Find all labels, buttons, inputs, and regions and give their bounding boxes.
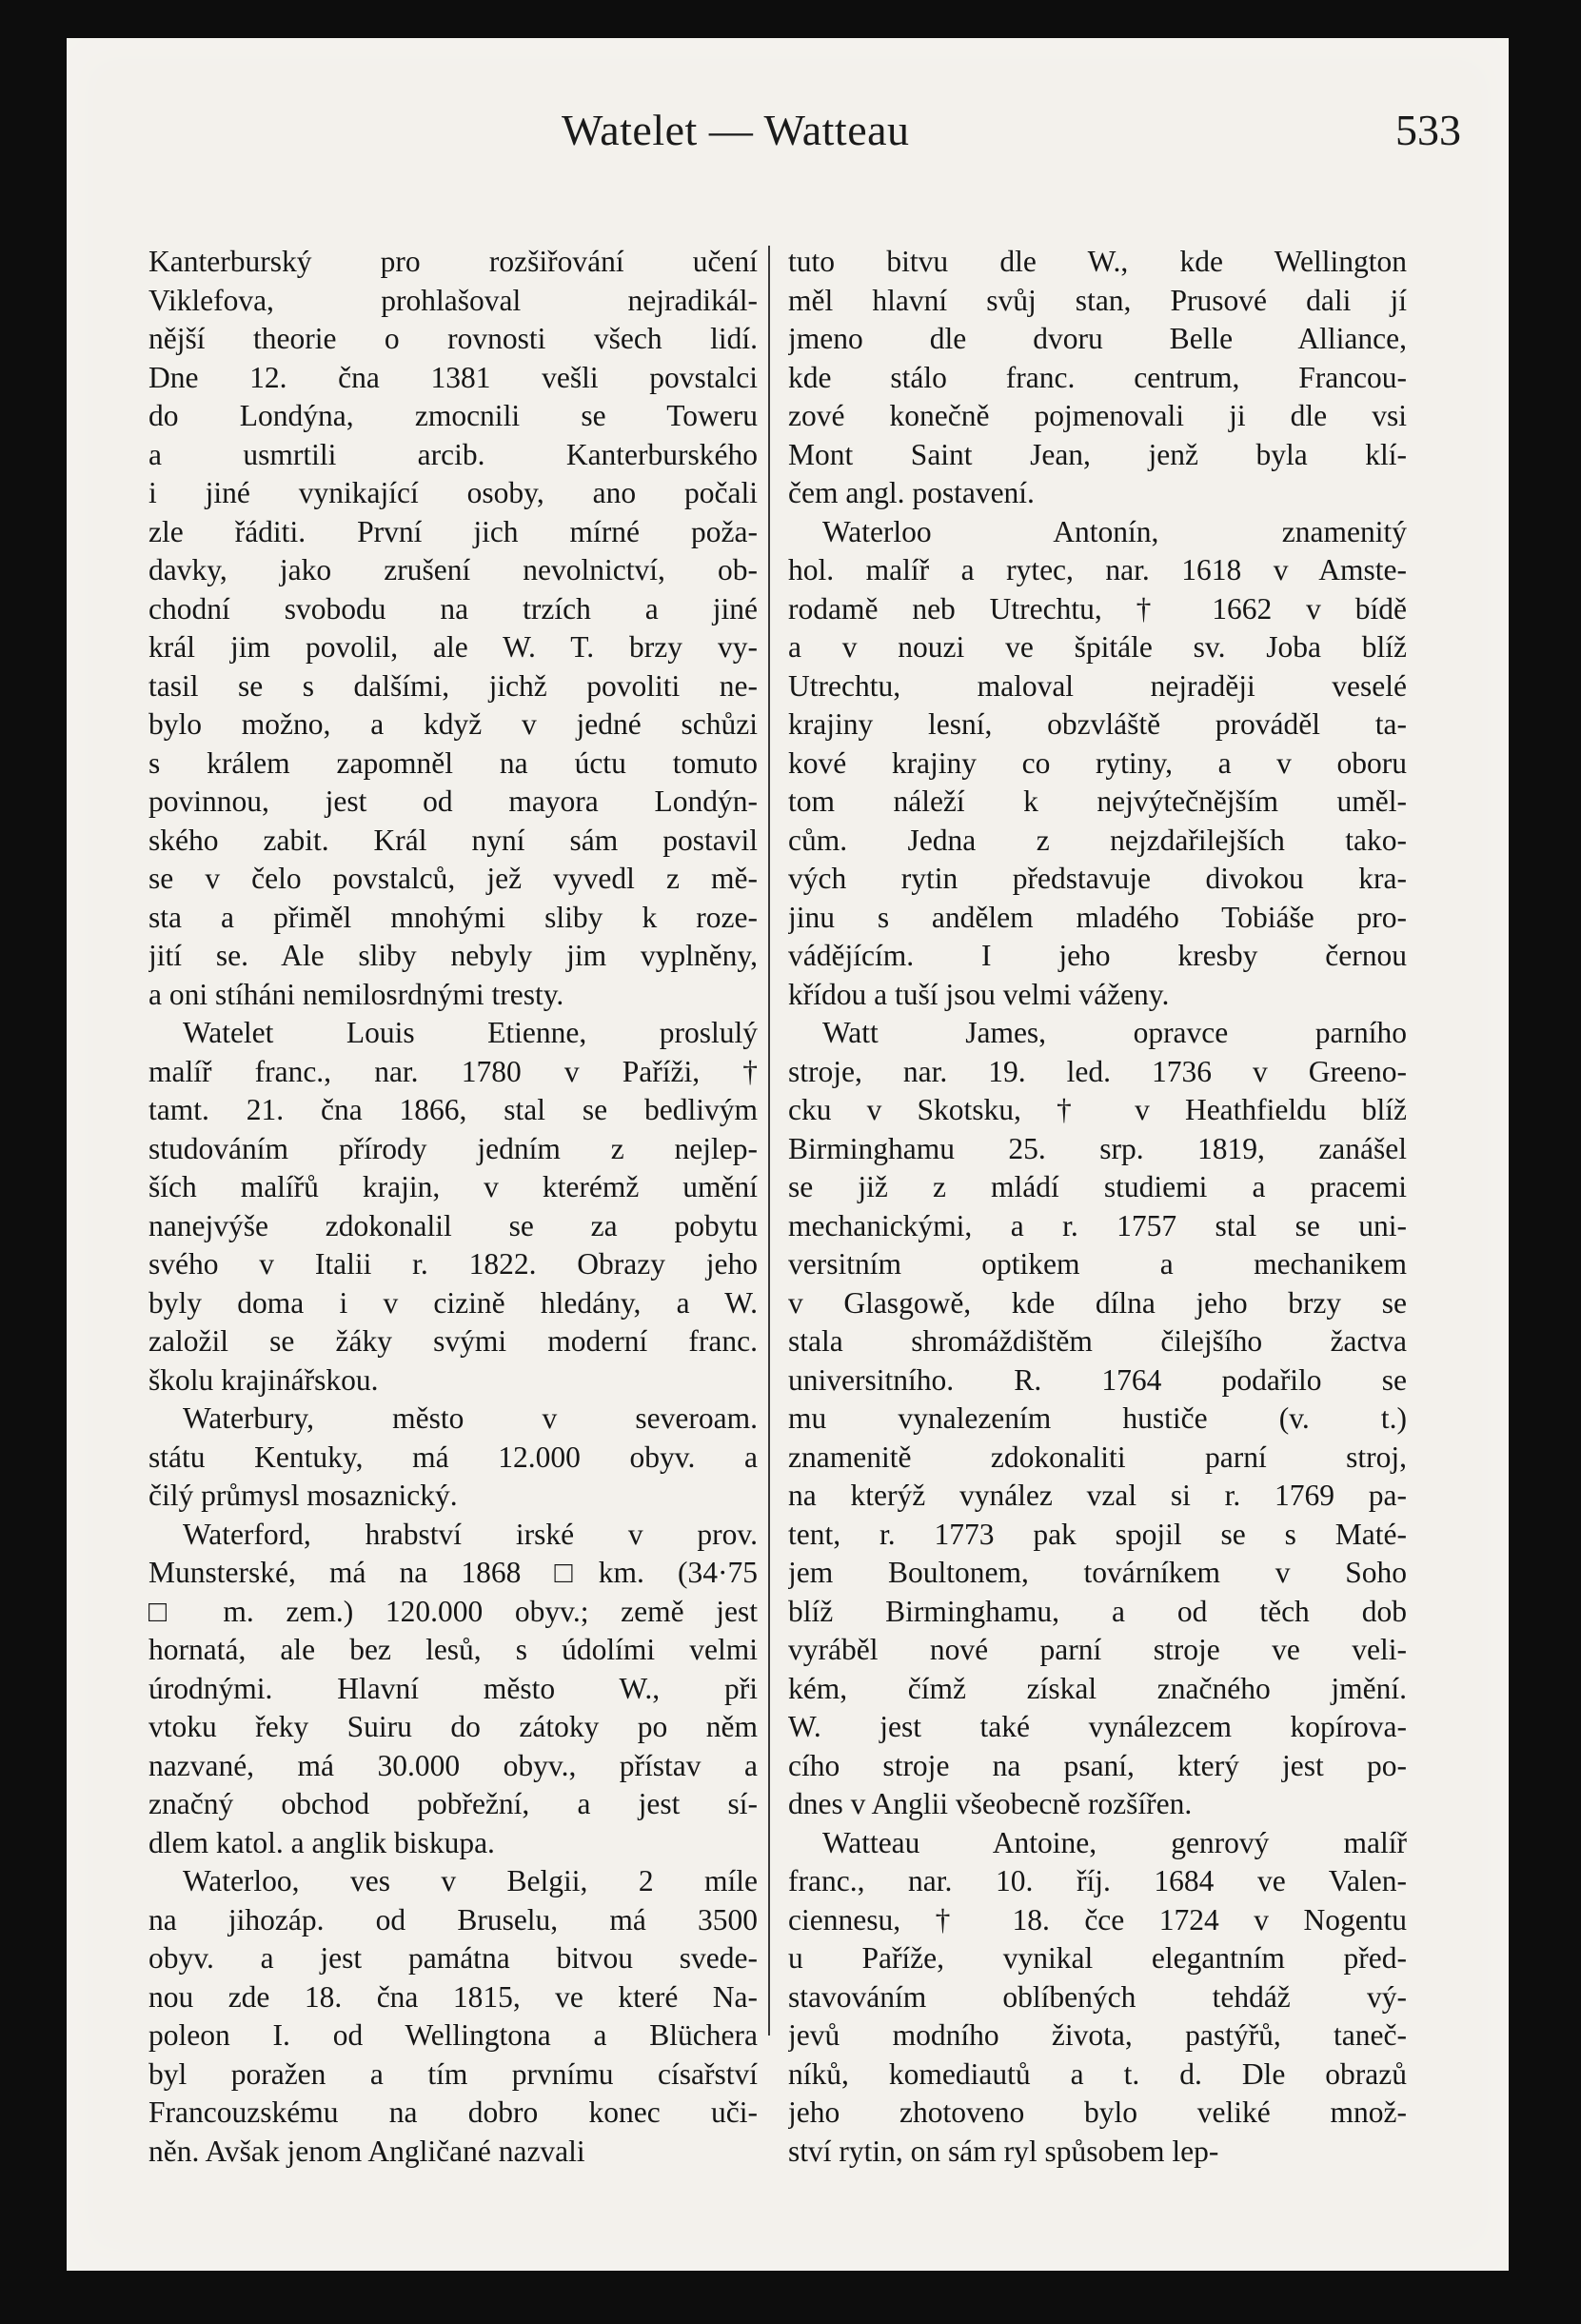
text-line: ství rytin, on sám ryl spůsobem lep-	[788, 2134, 1219, 2168]
text-line: dlem katol. a anglik biskupa.	[148, 1825, 495, 1859]
text-line: mu vynalezením hustiče (v. t.)	[788, 1401, 1407, 1435]
text-line: blíž Birminghamu, a od těch dob	[788, 1594, 1407, 1628]
text-line: níků, komediautů a t. d. Dle obrazů	[788, 2056, 1407, 2091]
text-line: Munsterské, má na 1868 □km. (34·75	[148, 1556, 758, 1589]
page-number: 533	[1395, 106, 1461, 154]
text-line: Francouzskému na dobro konec uči-	[148, 2096, 758, 2129]
text-line: kém, čímž získal značného jmění.	[788, 1671, 1407, 1705]
text-line: měl hlavní svůj stan, Prusové dali jí	[788, 283, 1407, 317]
text-line: nazvané, má 30.000 obyv., přístav a	[148, 1748, 758, 1782]
text-line: □ m. zem.) 120.000 obyv.; země jest	[148, 1594, 758, 1628]
text-line: W. jest také vynálezcem kopírova-	[788, 1710, 1407, 1743]
text-line: i jiné vynikající osoby, ano počali	[148, 476, 758, 509]
text-line: ších malířů krajin, v kterémž umění	[148, 1170, 758, 1203]
text-line: a usmrtili arcib. Kanterburského	[148, 437, 758, 471]
text-line: něn. Avšak jenom Angličané nazvali	[148, 2134, 585, 2168]
text-line: ciennesu, † 18. čce 1724 v Nogentu	[788, 1902, 1407, 1937]
text-line: Utrechtu, maloval nejraději veselé	[788, 668, 1407, 703]
text-line: vých rytin představuje divokou kra-	[788, 862, 1407, 895]
text-line: tom náleží k nejvýtečnějším uměl-	[788, 785, 1407, 818]
text-line: franc., nar. 10. říj. 1684 ve Valen-	[788, 1864, 1407, 1897]
text-line: cku v Skotsku, † v Heathfieldu blíž	[788, 1093, 1407, 1126]
text-line: školu krajinářskou.	[148, 1362, 379, 1397]
text-line: byl poražen a tím prvnímu císařství	[148, 2056, 758, 2091]
page-header	[67, 105, 1509, 171]
text-line: nou zde 18. čna 1815, ve které Na-	[148, 1979, 758, 2014]
text-line: sta a přiměl mnohými sliby k roze-	[148, 900, 758, 934]
text-line: kové krajiny co rytiny, a v oboru	[788, 745, 1407, 780]
text-line: jinu s andělem mladého Tobiáše pro-	[788, 900, 1407, 934]
text-line: chodní svobodu na trzích a jiné	[148, 591, 758, 626]
text-line: Watelet Louis Etienne, proslulý	[183, 1016, 758, 1049]
text-line: Waterbury, město v severoam.	[183, 1401, 758, 1435]
text-line: bylo možno, a když v jedné schůzi	[148, 707, 758, 741]
text-line: byly doma i v cizině hledány, a W.	[148, 1285, 758, 1320]
text-line: zové konečně pojmenovali ji dle vsi	[788, 399, 1407, 432]
text-line: znamenitě zdokonaliti parní stroj,	[788, 1440, 1407, 1474]
text-line: ského zabit. Král nyní sám postavil	[148, 823, 758, 857]
text-line: Viklefova, prohlašoval nejradikál-	[148, 283, 758, 317]
text-line: dnes v Anglii všeobecně rozšířen.	[788, 1787, 1193, 1820]
text-line: tent, r. 1773 pak spojil se s Maté-	[788, 1517, 1407, 1551]
text-line: povinnou, jest od mayora Londýn-	[148, 785, 758, 818]
text-line: poleon I. od Wellingtona a Blüchera	[148, 2018, 758, 2052]
text-line: státu Kentuky, má 12.000 obyv. a	[148, 1440, 758, 1474]
text-line: cího stroje na psaní, který jest po-	[788, 1748, 1407, 1782]
left-column	[148, 243, 758, 2171]
text-line: nější theorie o rovnosti všech lidí.	[148, 322, 758, 355]
text-line: tuto bitvu dle W., kde Wellington	[788, 245, 1407, 278]
text-line: s králem zapomněl na úctu tomuto	[148, 745, 758, 780]
text-line: krajiny lesní, obzvláště prováděl ta-	[788, 707, 1407, 741]
text-line: vyráběl nové parní stroje ve veli-	[788, 1633, 1407, 1666]
right-column	[788, 243, 1407, 2171]
text-line: úrodnými. Hlavní město W., při	[148, 1671, 758, 1705]
text-line: jmeno dle dvoru Belle Alliance,	[788, 322, 1407, 355]
text-line: vádějícím. I jeho kresby černou	[788, 939, 1407, 972]
text-line: v Glasgowě, kde dílna jeho brzy se	[788, 1285, 1407, 1320]
text-line: vtoku řeky Suiru do zátoky po něm	[148, 1710, 758, 1743]
text-line: na kterýž vynález vzal si r. 1769 pa-	[788, 1479, 1407, 1512]
text-line: nanejvýše zdokonalil se za pobytu	[148, 1208, 758, 1242]
text-line: Mont Saint Jean, jenž byla klí-	[788, 437, 1407, 471]
text-line: jití se. Ale sliby nebyly jim vyplněny,	[148, 939, 758, 972]
text-line: Waterloo, ves v Belgii, 2 míle	[183, 1864, 758, 1897]
text-line: do Londýna, zmocnili se Toweru	[148, 399, 758, 432]
text-line: zle řáditi. První jich mírné poža-	[148, 514, 758, 548]
text-line: u Paříže, vynikal elegantním před-	[788, 1941, 1407, 1975]
text-line: Watt James, opravce parního	[822, 1016, 1407, 1049]
text-line: Kanterburský pro rozšiřování učení	[148, 245, 758, 278]
text-line: Dne 12. čna 1381 vešli povstalci	[148, 360, 758, 394]
text-line: kde stálo franc. centrum, Francou-	[788, 360, 1407, 394]
text-line: Birminghamu 25. srp. 1819, zanášel	[788, 1131, 1407, 1165]
text-line: stala shromáždištěm čilejšího žactva	[788, 1324, 1407, 1358]
text-line: tamt. 21. čna 1866, stal se bedlivým	[148, 1093, 758, 1126]
text-line: král jim povolil, ale W. T. brzy vy-	[148, 630, 758, 664]
text-line: jem Boultonem, továrníkem v Soho	[788, 1556, 1407, 1589]
text-line: stavováním oblíbených tehdáž vý-	[788, 1979, 1407, 2014]
text-line: se již z mládí studiemi a pracemi	[788, 1170, 1407, 1203]
text-line: hol. malíř a rytec, nar. 1618 v Amste-	[788, 553, 1407, 586]
text-line: mechanickými, a r. 1757 stal se uni-	[788, 1208, 1407, 1242]
text-line: tasil se s dalšími, jichž povoliti ne-	[148, 668, 758, 703]
book-page	[67, 38, 1509, 2271]
text-line: a oni stíháni nemilosrdnými tresty.	[148, 977, 564, 1011]
text-line: obyv. a jest památna bitvou svede-	[148, 1941, 758, 1975]
text-line: Watteau Antoine, genrový malíř	[822, 1825, 1407, 1859]
text-line: versitním optikem a mechanikem	[788, 1247, 1407, 1281]
text-line: založil se žáky svými moderní franc.	[148, 1324, 758, 1358]
text-line: jevů modního života, pastýřů, taneč-	[788, 2018, 1407, 2052]
text-line: studováním přírody jedním z nejlep-	[148, 1131, 758, 1165]
text-line: svého v Italii r. 1822. Obrazy jeho	[148, 1247, 758, 1281]
text-line: universitního. R. 1764 podařilo se	[788, 1362, 1407, 1397]
text-line: křídou a tuší jsou velmi váženy.	[788, 977, 1170, 1011]
text-line: se v čelo povstalců, jež vyvedl z mě-	[148, 862, 758, 895]
running-title: Watelet — Watteau	[562, 106, 910, 154]
text-line: Waterford, hrabství irské v prov.	[183, 1517, 758, 1551]
text-line: jeho zhotoveno bylo veliké množ-	[788, 2096, 1407, 2129]
text-line: na jihozáp. od Bruselu, má 3500	[148, 1902, 758, 1937]
text-line: čem angl. postavení.	[788, 476, 1035, 509]
text-line: rodamě neb Utrechtu, † 1662 v bídě	[788, 591, 1407, 626]
text-line: davky, jako zrušení nevolnictví, ob-	[148, 553, 758, 586]
text-line: hornatá, ale bez lesů, s údolími velmi	[148, 1633, 758, 1666]
text-line: značný obchod pobřežní, a jest sí-	[148, 1787, 758, 1820]
text-line: Waterloo Antonín, znamenitý	[822, 514, 1407, 548]
text-line: malíř franc., nar. 1780 v Paříži, †	[148, 1054, 758, 1088]
text-line: stroje, nar. 19. led. 1736 v Greeno-	[788, 1054, 1407, 1088]
text-line: čilý průmysl mosaznický.	[148, 1479, 458, 1512]
text-line: cům. Jedna z nejzdařilejších tako-	[788, 823, 1407, 857]
column-divider	[768, 246, 770, 2036]
text-line: a v nouzi ve špitále sv. Joba blíž	[788, 630, 1407, 664]
